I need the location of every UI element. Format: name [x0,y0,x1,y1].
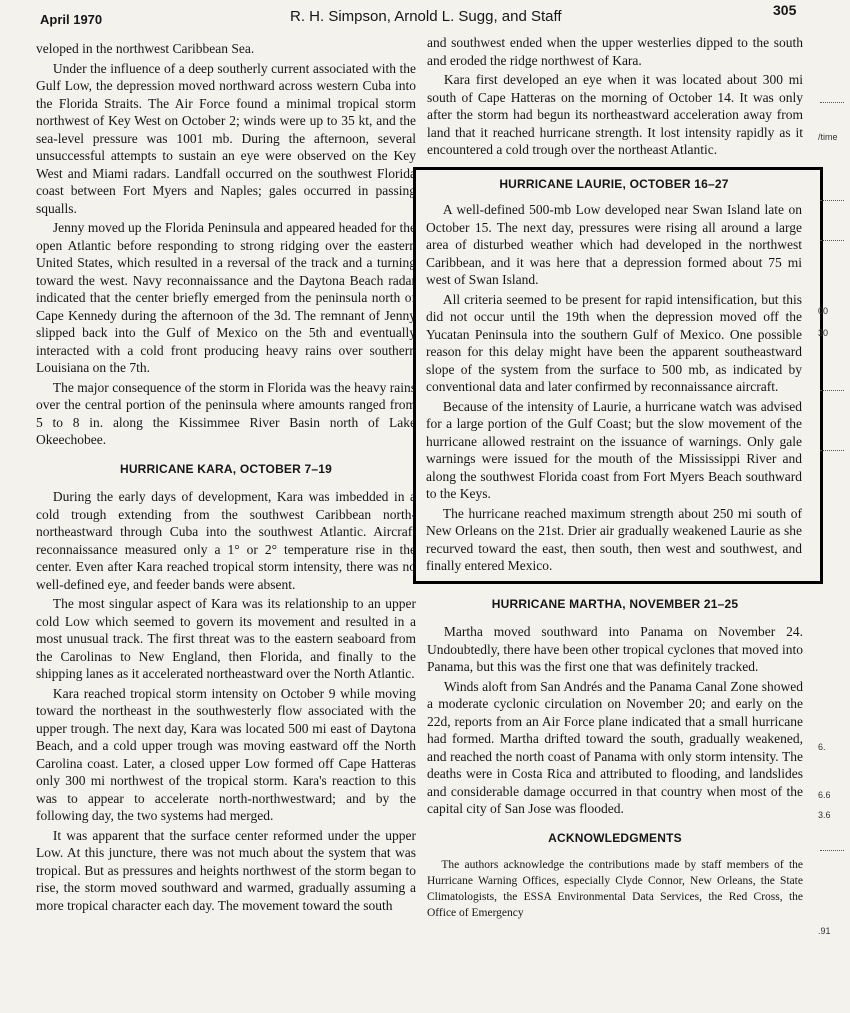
page-header [0,0,850,34]
header-authors: R. H. Simpson, Arnold L. Sugg, and Staff [290,8,562,25]
paragraph: Martha moved southward into Panama on November 24. Undoubtedly, there have been other tropical cyclones that moved into Panama, but this was the first one that was definitely tracked. [427,624,803,674]
paragraph: The most singular aspect of Kara was its relationship to an upper cold Low which seemed to govern its movement and resulted in a most unusual track. The first threat was to the eastern seaboard from the Carolinas to New England, then Florida, and finally to the shipping lanes as it accelerated northeastward over the North Atlantic. [36,596,416,681]
paragraph: A well-defined 500-mb Low developed near Swan Island late on October 15. The next day, pressures were rising all around a large area of disturbed weather which had developed in the northwest Caribbean, and it was here that a depression formed about 75 mi west of Swan Island. [426,202,802,287]
margin-note: .91 [818,926,831,936]
margin-note: /time [818,132,838,142]
margin-note: 6.6 [818,790,831,800]
paragraph: The hurricane reached maximum strength about 250 mi south of New Orleans on the 21st. Drier air gradually weakened Laurie as she recurved toward the east, then south, then west and southwest, and finally entered Mexico. [426,505,802,573]
paragraph: Under the influence of a deep southerly current associated with the Gulf Low, the depression moved northward across western Cuba into the Florida Straits. The Air Force found a minimal tropical storm northwest of Key West on October 2; winds were up to 35 kt, and the sea-level pressure was 1001 mb. During the afternoon, several unsuccessful attempts to sustain an eye were observed on the Key West and Miami radars. Landfall occurred on the southwest Florida coast between Fort Myers and Naples; gales occurred in passing squalls. [36,60,416,216]
section-title-acknowledgments: ACKNOWLEDGMENTS [548,830,682,845]
laurie-highlight-box [413,167,823,584]
paragraph: The major consequence of the storm in Florida was the heavy rains over the central portion of the peninsula where amounts ranged from 5 to 8 in. along the Kissimmee River Basin north of Lake Okeechobee. [36,379,416,447]
section-title-laurie: HURRICANE LAURIE, OCTOBER 16–27 [499,176,729,191]
margin-rule [820,450,844,451]
page-number: 305 [773,2,797,18]
margin-rule [820,200,844,201]
paragraph: Kara first developed an eye when it was located about 300 mi south of Cape Hatteras on the morning of October 14. It was only after the storm had begun its northeastward acceleration away from land that it reached hurricane strength. It lost intensity rapidly as it encountered a cold trough over the northeast Atlantic. [427,72,803,157]
left-column [36,40,416,914]
margin-note: 30 [818,328,829,338]
margin-note: 6. [818,742,826,752]
paragraph: All criteria seemed to be present for rapid intensification, but this did not occur until the 19th when the depression moved off the Yucatan Peninsula into the southern Gulf of Mexico. One possible reason for this delay might have been the apparent southeastward slope of the system from the surface to 500 mb, as indicated by conventional data and later confirmed by reconnaissance aircraft. [426,291,802,394]
margin-rule [820,850,844,851]
section-title-martha: HURRICANE MARTHA, NOVEMBER 21–25 [491,596,739,611]
paragraph: Jenny moved up the Florida Peninsula and appeared headed for the open Atlantic before responding to strong ridging over the eastern United States, which resulted in a reversal of the track and a turning toward the west. Navy reconnaissance and the Daytona Beach radar indicated that the center briefly emerged from the peninsula north of Cape Kennedy during the afternoon of the 3d. The remnant of Jenny slipped back into the Gulf of Mexico on the 5th and eventually interacted with a cold front producing heavy rains over southern Louisiana on the 7th. [36,220,416,375]
margin-rule [820,102,844,103]
paragraph: Winds aloft from San Andrés and the Panama Canal Zone showed a moderate cyclonic circulation on November 20; and early on the 22d, reports from an Air Force plane indicated that a small hurricane had formed. Martha drifted toward the south, gradually weakened, and reached the north coast of Panama with only storm intensity. The deaths were in Costa Rica and attributed to flooding, and landslides and considerable damage occurred in that country when most of the capital city of San Jose was flooded. [427,678,803,816]
margin-rule [820,240,844,241]
paragraph: The authors acknowledge the contributions made by staff members of the Hurricane Warning Offices, especially Clyde Connor, New Orleans, the State Climatologists, the ESSA Environmental Data Services, the Red Cross, the Office of Emergency [427,859,803,919]
margin-note: 3.6 [818,810,831,820]
right-column [427,34,803,921]
paragraph: veloped in the northwest Caribbean Sea. [36,41,255,56]
paragraph: It was apparent that the surface center reformed under the upper Low. At this juncture, there was not much about the system that was tropical. But as pressures and heights northwest of the storm began to rise, the storm moved southward and warmed, gradually assuming a more tropical character each day. The movement toward the south [36,827,416,913]
paragraph: Because of the intensity of Laurie, a hurricane watch was advised for a large portion of the Gulf Coast; but the slow movement of the hurricane allowed restraint on the issuance of warnings. Only gale warnings were issued for the mouth of the Mississippi River and along the southwest Florida coast from Fort Myers Beach southward to the Keys. [426,398,802,501]
margin-rule [820,390,844,391]
paragraph: During the early days of development, Kara was imbedded in a cold trough extending from the southwest Caribbean north-northeastward through Cuba into the southwest Atlantic. Aircraft reconnaissance measured only a 1° or 2° temperature rise in the center. Even after Kara reached tropical storm intensity, there was no well-defined eye, and feeder bands were absent. [36,489,416,592]
header-date: April 1970 [40,12,103,27]
section-title-kara: HURRICANE KARA, OCTOBER 7–19 [119,461,333,476]
acknowledgments [427,830,803,922]
paragraph: Kara reached tropical storm intensity on October 9 while moving toward the northeast in the southwesterly flow associated with the upper trough. The next day, Kara was located 500 mi east of Daytona Beach, and a cold upper trough was moving eastward off the North Carolina coast. Later, a closed upper Low formed off Cape Hatteras only 300 mi northwest of the tropical storm. Kara's reaction to this was to appear to accelerate north-northwestward; and by the following day, the two systems had merged. [36,685,416,823]
margin-note: 00 [818,306,829,316]
margin-notes [812,90,850,1000]
paragraph: and southwest ended when the upper westerlies dipped to the south and eroded the ridge northwest of Kara. [427,35,803,68]
